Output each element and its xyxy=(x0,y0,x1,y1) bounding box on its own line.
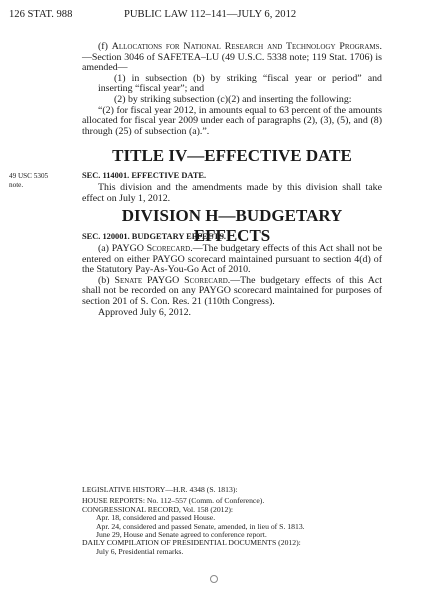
paragraph-b-heading: Senate PAYGO Scorecard xyxy=(114,274,228,286)
paragraph-b-label: (b) xyxy=(98,274,110,286)
house-reports: HOUSE REPORTS: No. 112–557 (Comm. of Conference). xyxy=(82,496,265,506)
title-iv-heading: TITLE IV—EFFECTIVE DATE xyxy=(112,146,352,165)
paragraph-f-heading: Allocations for National Research and Technology Programs xyxy=(111,41,380,52)
paragraph-a-label: (a) xyxy=(98,243,109,254)
paragraph-b-text: .—The budgetary effects of this Act shall not be recorded on any PAYGO scorecard maintained for purposes of section 201 of S. Con. Res. 21 (110th Congress). xyxy=(82,274,382,307)
margin-note-suffix: note. xyxy=(9,180,24,189)
approval-line xyxy=(82,308,382,319)
congressional-record-item: June 29, House and Senate agreed to conference report. xyxy=(96,530,267,540)
paragraph-f-text: .—Section 3046 of SAFETEA–LU (49 U.S.C. 5338 note; 119 Stat. 1706) is amended— xyxy=(82,41,382,74)
paragraph-a-text: .—The budgetary effects of this Act shall not be entered on either PAYGO scorecard maintained pursuant to section 4(d) of the Statutory Pay-As-You-Go Act of 2010. xyxy=(82,243,383,276)
amendment-item-1: (1) in subsection (b) by striking “fiscal year or period” and inserting “fiscal year”; and xyxy=(98,72,382,95)
margin-note-usc xyxy=(9,172,69,189)
paragraph-a xyxy=(82,244,382,276)
legislative-history-heading: LEGISLATIVE HISTORY—H.R. 4348 (S. 1813): xyxy=(82,485,238,494)
running-header-title: PUBLIC LAW 112–141—JULY 6, 2012 xyxy=(124,9,297,20)
margin-note-citation: 49 USC 5305 xyxy=(9,172,49,180)
approval-text: Approved July 6, 2012. xyxy=(98,307,191,318)
congressional-record-item: Apr. 24, considered and passed Senate, amended, in lieu of S. 1813. xyxy=(96,521,305,531)
amendment-section-f xyxy=(82,42,382,137)
congressional-record-heading: CONGRESSIONAL RECORD, Vol. 158 (2012): xyxy=(82,504,234,514)
section-120001 xyxy=(82,232,382,308)
congressional-record-item: Apr. 18, considered and passed House. xyxy=(96,513,216,523)
daily-compilation-heading: DAILY COMPILATION OF PRESIDENTIAL DOCUMENTS (2012): xyxy=(82,538,301,548)
section-114001 xyxy=(82,171,382,204)
paragraph-f-label: (f) xyxy=(98,41,108,52)
section-114001-heading: SEC. 114001. EFFECTIVE DATE. xyxy=(82,171,207,180)
section-114001-text: This division and the amendments made by this division shall take effect on July 1, 2012. xyxy=(82,182,382,204)
paragraph-f xyxy=(82,42,382,74)
section-120001-heading: SEC. 120001. BUDGETARY EFFECTS. xyxy=(82,232,226,241)
print-registration-mark xyxy=(210,575,218,583)
amendment-item-2: (2) by striking subsection (c)(2) and inserting the following: xyxy=(114,93,352,105)
paragraph-b xyxy=(82,276,382,308)
amendment-quote: “(2) for fiscal year 2012, in amounts equal to 63 percent of the amounts allocated for fiscal year 2009 under each of paragraphs (2), (3), (5), and (8) through (25) of subsection (a).”. xyxy=(82,104,382,137)
division-h-heading: DIVISION H—BUDGETARY EFFECTS xyxy=(121,206,343,245)
daily-compilation-item: July 6, Presidential remarks. xyxy=(96,546,184,556)
paragraph-a-heading: PAYGO Scorecard xyxy=(111,243,191,254)
legislative-history xyxy=(82,486,382,556)
page-stat-citation: 126 STAT. 988 xyxy=(9,9,73,20)
